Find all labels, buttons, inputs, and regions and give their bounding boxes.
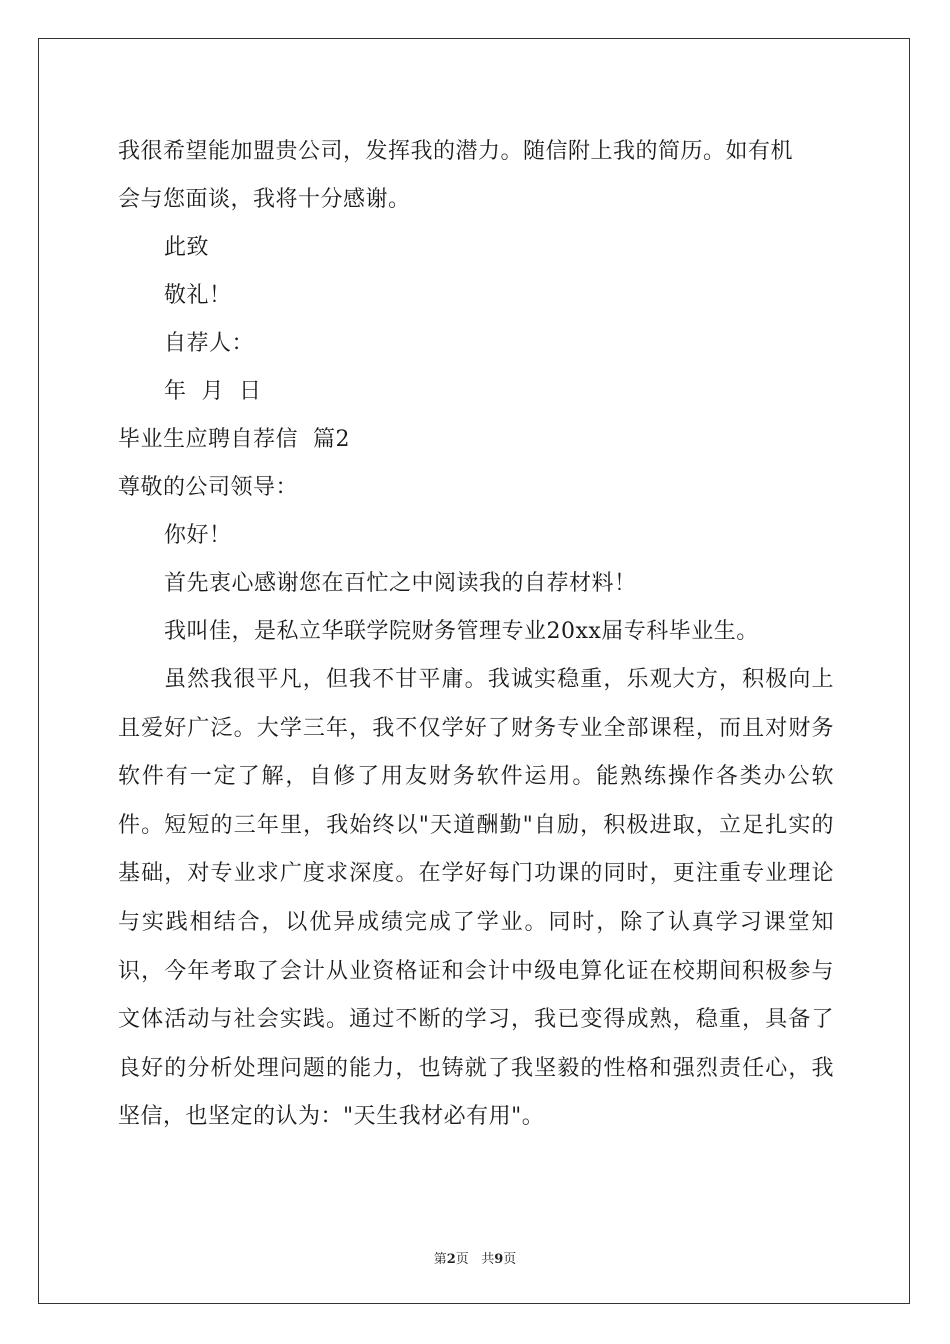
text-line: 会与您面谈，我将十分感谢。 xyxy=(118,187,411,212)
footer-prefix: 第 xyxy=(433,1252,447,1267)
date-line: 年 月 日 xyxy=(164,379,262,404)
greeting: 你好！ xyxy=(164,523,232,548)
closing-regards: 敬礼！ xyxy=(164,283,232,308)
text-line: 我叫佳，是私立华联学院财务管理专业20xx届专科毕业生。 xyxy=(164,619,759,644)
document-body xyxy=(118,128,834,1142)
page-footer xyxy=(0,1248,950,1267)
current-page-number: 2 xyxy=(446,1252,456,1267)
greeting-recipient: 尊敬的公司领导： xyxy=(118,475,299,500)
total-page-count: 9 xyxy=(494,1252,504,1267)
closing-salutation: 此致 xyxy=(164,235,210,260)
text-line: 我很希望能加盟贵公司，发挥我的潜力。随信附上我的简历。如有机 xyxy=(118,139,794,164)
footer-middle: 页 共 xyxy=(455,1252,495,1267)
body-paragraph: 虽然我很平凡，但我不甘平庸。我诚实稳重，乐观大方，积极向上且爱好广泛。大学三年，我不仅学好了财务专业全部课程，而且对财务软件有一定了解，自修了用友财务软件运用。能熟练操作各类办公软件。短短的三年里，我始终以"天道酬勤"自励，积极进取，立足扎实的基础，对专业求广度求深度。在学好每门功课的同时，更注重专业理论与实践相结合，以优异成绩完成了学业。同时，除了认真学习课堂知识，今年考取了会计从业资格证和会计中级电算化证在校期间积极参与文体活动与社会实践。通过不断的学习，我已变得成熟，稳重，具备了良好的分析处理问题的能力，也铸就了我坚毅的性格和强烈责任心，我坚信，也坚定的认为："天生我材必有用"。 xyxy=(118,667,834,1130)
section-title: 毕业生应聘自荐信 篇2 xyxy=(118,427,350,452)
footer-suffix: 页 xyxy=(503,1252,517,1267)
signature-label: 自荐人： xyxy=(164,331,255,356)
text-line: 首先衷心感谢您在百忙之中阅读我的自荐材料！ xyxy=(164,571,637,596)
